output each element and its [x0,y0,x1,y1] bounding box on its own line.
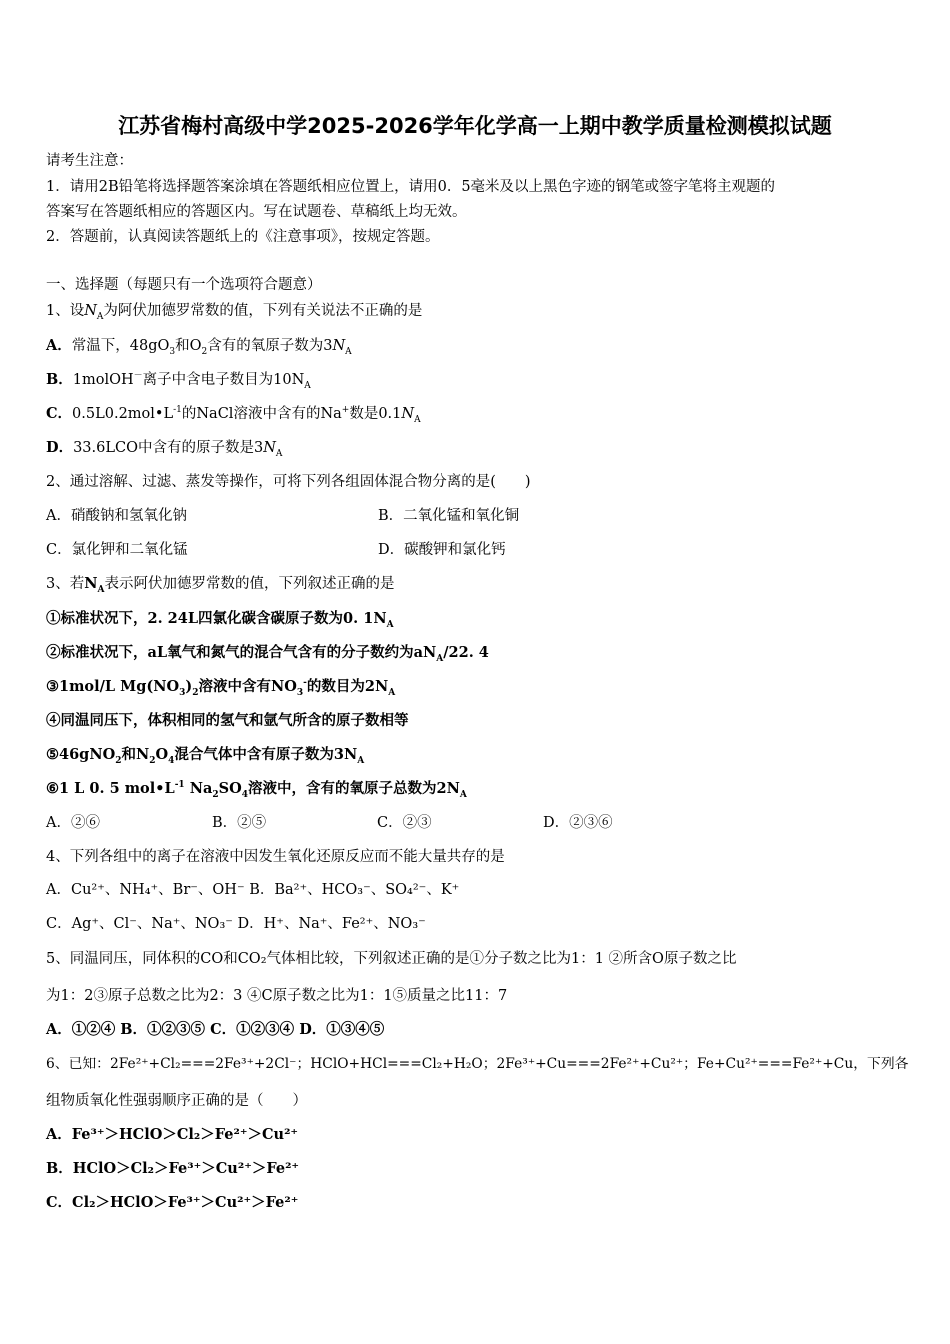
q1-a-na: N [332,338,346,354]
q3-s5-sub2: 2 [149,755,156,766]
question-3-option-a: A．②⑥ [46,815,100,831]
q3-s6-sub1: 2 [212,789,219,800]
q1-a-tail: 含有的氧原子数为3 [207,338,333,354]
option-label: D． [46,439,74,456]
q3-s3-sub3: 3 [296,687,304,698]
q3-s2: ②标准状况下，aL氧气和氮气的混合气含有的分子数约为aN [46,644,437,661]
question-4-options-row-1: A．Cu²⁺、NH₄⁺、Br⁻、OH⁻ B．Ba²⁺、HCO₃⁻、SO₄²⁻、K⁺ [46,882,460,898]
question-1-option-d [46,438,282,458]
q3-stem-na: N [84,575,98,592]
q3-s6-sub2: 4 [241,789,249,800]
q3-s3-c: 溶液中含有NO [198,678,297,695]
question-4-stem: 4、下列各组中的离子在溶液中因发生氧化还原反应而不能大量共存的是 [46,849,505,865]
q3-s3-sub2: 2 [192,687,199,698]
question-1-stem [46,301,422,321]
question-6-option-b: B．HClO＞Cl₂＞Fe³⁺＞Cu²⁺＞Fe²⁺ [46,1160,300,1177]
q3-s1-sub: A [386,619,394,630]
q3-s5-a: ⑤46gNO [46,746,116,763]
q3-s2-sub: A [436,653,444,664]
q1-c-sup2: + [341,405,350,416]
q1-d-text: 33.6LCO中含有的原子数是3 [73,440,264,456]
option-label: B． [46,371,73,388]
q1-c-na-sub: A [414,414,421,425]
q3-stem-na-sub: A [97,584,105,595]
q3-s6-sub3: A [459,789,467,800]
q1-d-na: N [263,440,276,456]
question-3-stem [46,574,394,594]
q3-s5-b: 和N [121,746,150,763]
q1-b-sub: A [304,380,311,391]
question-3-option-c: C．②③ [377,815,432,831]
q1-c-mid: 的NaCl溶液中含有的Na [181,406,342,422]
q1-c-sup: -1 [173,405,182,416]
q3-s3-sub4: A [388,687,396,698]
q3-s6-c: SO [218,780,242,797]
question-1-option-b [46,370,311,390]
q1-c-text: 0.5L0.2mol•L [72,406,174,422]
q3-s2-tail: /22. 4 [443,644,489,661]
question-4-options-row-2: C．Ag⁺、Cl⁻、Na⁺、NO₃⁻ D．H⁺、Na⁺、Fe²⁺、NO₃⁻ [46,916,426,932]
question-3-statement-4: ④同温同压下，体积相同的氢气和氩气所含的原子数相等 [46,712,409,729]
q3-s6-a: ⑥1 L 0. 5 mol•L [46,780,175,797]
question-1-option-c [46,404,421,424]
notice-item-1-line-1: 1．请用2B铅笔将选择题答案涂填在答题纸相应位置上，请用0．5毫米及以上黑色字迹的钢笔或签字笔将主观题的 [46,179,776,195]
question-2-option-d: D．碳酸钾和氯化钙 [378,542,506,558]
option-label: C． [46,405,73,422]
q3-s5-d: 混合气体中含有原子数为3N [174,746,358,763]
q1-a-sub2: 2 [201,346,208,357]
question-6-line-1: 6、已知：2Fe²⁺+Cl₂===2Fe³⁺+2Cl⁻；HClO+HCl===Cl₂+H₂O；2Fe³⁺+Cu===2Fe²⁺+Cu²⁺；Fe+Cu²⁺===Fe²⁺+Cu，下列各 [46,1056,909,1072]
q1-c-na: N [401,406,415,422]
question-2-option-b: B．二氧化锰和氧化铜 [378,508,520,524]
question-3-statement-2 [46,643,489,663]
question-6-option-c: C．Cl₂＞HClO＞Fe³⁺＞Cu²⁺＞Fe²⁺ [46,1194,299,1211]
question-3-statement-6 [46,779,467,799]
q3-s3-a: ③1mol/L Mg(NO [46,678,180,695]
q1-a-text: 常温下，48gO [71,338,170,354]
q1-stem-pre: 1、设 [46,303,85,319]
question-6-option-a: A．Fe³⁺＞HClO＞Cl₂＞Fe²⁺＞Cu²⁺ [46,1126,299,1143]
q1-c-tail: 数是0.1 [349,406,402,422]
q3-s5-sub1: 2 [115,755,122,766]
question-3-statement-5 [46,745,364,765]
q1-stem-post: 为阿伏加德罗常数的值，下列有关说法不正确的是 [103,303,423,319]
q1-a-sub1: 3 [169,346,176,357]
q3-s3-sup: - [303,678,307,689]
q1-a-mid: 和O [175,338,202,354]
q3-s6-b: Na [184,780,213,797]
notice-item-2: 2．答题前，认真阅读答题纸上的《注意事项》，按规定答题。 [46,229,440,245]
question-3-option-d: D．②③⑥ [543,815,613,831]
q1-stem-na-sub: A [96,311,104,322]
question-2-option-a: A．硝酸钠和氢氧化钠 [46,508,187,524]
q1-d-na-sub: A [275,448,283,459]
page-title: 江苏省梅村高级中学2025-2026学年化学高一上期中教学质量检测模拟试题 [118,114,832,138]
q3-stem-post: 表示阿伏加德罗常数的值，下列叙述正确的是 [104,576,395,592]
q3-s3-b: ) [185,678,193,695]
notice-heading: 请考生注意： [46,153,133,169]
section-heading: 一、选择题（每题只有一个选项符合题意） [46,277,322,293]
option-label: A． [46,337,72,354]
question-2-stem: 2、通过溶解、过滤、蒸发等操作，可将下列各组固体混合物分离的是( ) [46,474,531,490]
question-5-line-1: 5、同温同压，同体积的CO和CO₂气体相比较，下列叙述正确的是①分子数之比为1：1 ②所含O原子数之比 [46,951,737,967]
q1-a-na-sub: A [345,346,352,357]
question-3-statement-3 [46,677,395,697]
question-3-statement-1 [46,609,394,629]
q1-stem-na: N [84,303,97,319]
q3-s6-sup: -1 [174,780,185,791]
question-5-options: A．①②④ B．①②③⑤ C．①②③④ D．①③④⑤ [46,1021,385,1038]
q3-s3-d: 的数目为2N [306,678,389,695]
q3-s5-sub4: A [357,755,365,766]
notice-item-1-line-2: 答案写在答题纸相应的答题区内。写在试题卷、草稿纸上均无效。 [46,204,467,220]
question-3-option-b: B．②⑤ [212,815,267,831]
question-5-line-2: 为1：2③原子总数之比为2：3 ④C原子数之比为1：1⑤质量之比11：7 [46,988,508,1004]
q3-s1: ①标准状况下，2. 24L四氯化碳含碳原子数为0. 1N [46,610,387,627]
q3-stem-pre: 3、若 [46,576,85,592]
q1-b-sup: － [133,371,143,382]
q3-s6-d: 溶液中，含有的氧原子总数为2N [248,780,460,797]
q1-b-text: 1molOH [72,372,134,388]
question-2-option-c: C．氯化钾和二氧化锰 [46,542,188,558]
question-1-option-a [46,336,352,356]
question-6-line-2: 组物质氧化性强弱顺序正确的是（ ） [46,1093,307,1109]
q3-s5-sub3: 4 [168,755,175,766]
q3-s3-sub1: 3 [179,687,186,698]
q3-s5-c: O [155,746,169,763]
q1-b-tail: 离子中含电子数目为10N [142,372,305,388]
